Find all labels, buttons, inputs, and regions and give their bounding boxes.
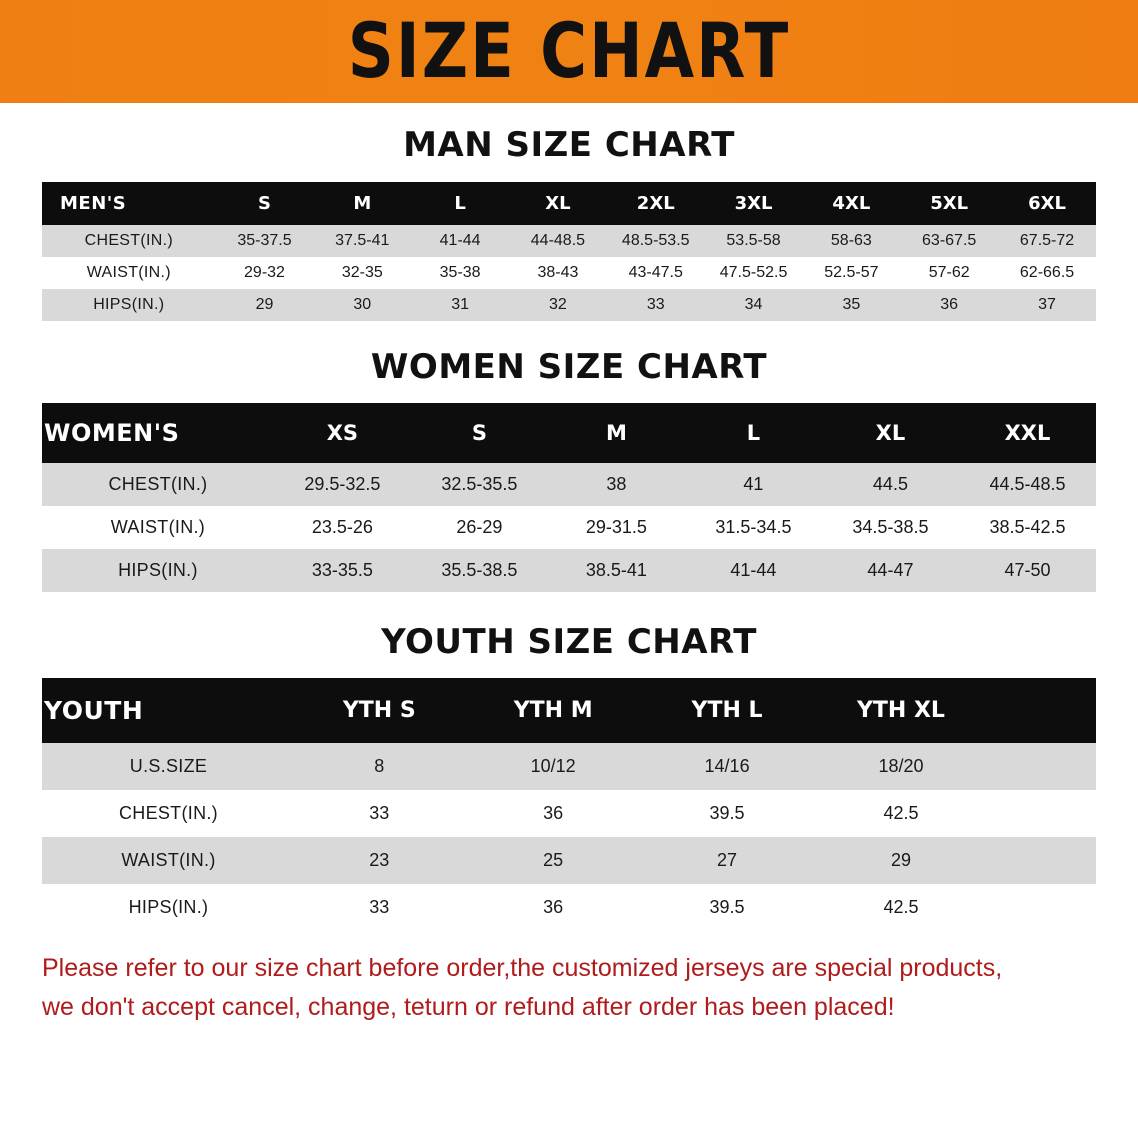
- men-header-l: L: [454, 193, 466, 214]
- table-row: [42, 884, 1096, 931]
- men-chest-l: 41-44: [439, 232, 481, 249]
- youth-row-label-chest: CHEST(IN.): [118, 803, 218, 823]
- men-chest-m: 37.5-41: [335, 232, 390, 249]
- men-chest-5xl: 63-67.5: [922, 232, 977, 249]
- youth-table-wrap: [0, 678, 1138, 931]
- youth-spacer-cell: [991, 884, 1096, 931]
- women-hips-m: 38.5-41: [585, 560, 647, 580]
- women-header-xxl: XXL: [1004, 421, 1051, 445]
- women-waist-s: 26-29: [456, 517, 503, 537]
- men-chest-s: 35-37.5: [237, 232, 292, 249]
- men-waist-l: 35-38: [439, 264, 481, 281]
- women-header-s: S: [471, 421, 487, 445]
- man-section-title: MAN SIZE CHART: [403, 125, 735, 165]
- men-chest-xl: 44-48.5: [530, 232, 586, 249]
- table-row: [42, 790, 1096, 837]
- youth-ussize-l: 14/16: [704, 756, 750, 776]
- women-waist-m: 29-31.5: [585, 517, 647, 537]
- youth-spacer-cell: [991, 743, 1096, 790]
- women-row-label-waist: WAIST(IN.): [110, 517, 206, 537]
- women-header-xl: XL: [875, 421, 906, 445]
- women-chest-xxl: 44.5-48.5: [989, 474, 1066, 494]
- page-header-banner: [0, 0, 1138, 103]
- men-header-s: S: [258, 193, 271, 214]
- youth-waist-xl: 29: [890, 850, 911, 870]
- women-chest-xs: 29.5-32.5: [304, 474, 381, 494]
- men-row-label-chest: CHEST(IN.): [84, 232, 173, 249]
- table-row: [42, 506, 1096, 549]
- youth-hips-s: 33: [369, 897, 390, 917]
- youth-section-title: YOUTH SIZE CHART: [381, 622, 757, 662]
- women-chest-s: 32.5-35.5: [441, 474, 518, 494]
- youth-row-label-hips: HIPS(IN.): [128, 897, 209, 917]
- men-hips-6xl: 37: [1038, 296, 1056, 313]
- youth-waist-s: 23: [369, 850, 390, 870]
- women-waist-xl: 34.5-38.5: [852, 517, 929, 537]
- men-header-6xl: 6XL: [1028, 193, 1066, 214]
- man-table-wrap: [0, 182, 1138, 321]
- women-waist-l: 31.5-34.5: [715, 517, 792, 537]
- men-hips-xl: 32: [549, 296, 567, 313]
- men-hips-4xl: 35: [842, 296, 861, 313]
- men-header-2xl: 2XL: [636, 193, 675, 214]
- men-chest-6xl: 67.5-72: [1019, 232, 1075, 249]
- page-title: SIZE CHART: [347, 7, 791, 96]
- youth-ussize-m: 10/12: [530, 756, 576, 776]
- men-waist-5xl: 57-62: [928, 264, 970, 281]
- men-waist-xl: 38-43: [537, 264, 579, 281]
- men-hips-3xl: 34: [744, 296, 763, 313]
- youth-header-yth-s: YTH S: [342, 698, 416, 723]
- men-chest-2xl: 48.5-53.5: [621, 232, 690, 249]
- women-header-l: L: [746, 421, 761, 445]
- youth-chest-m: 36: [543, 803, 564, 823]
- women-waist-xs: 23.5-26: [311, 517, 373, 537]
- men-waist-2xl: 43-47.5: [628, 264, 683, 281]
- youth-row-label-ussize: U.S.SIZE: [129, 756, 208, 776]
- women-size-table: [42, 403, 1096, 592]
- table-row: [42, 257, 1096, 289]
- youth-spacer-cell: [991, 790, 1096, 837]
- men-waist-m: 32-35: [341, 264, 383, 281]
- table-row: [42, 837, 1096, 884]
- youth-ussize-xl: 18/20: [878, 756, 924, 776]
- table-row: [42, 225, 1096, 257]
- men-waist-s: 29-32: [244, 264, 285, 281]
- youth-spacer-cell: [991, 837, 1096, 884]
- table-row: [42, 289, 1096, 321]
- youth-header-label: YOUTH: [44, 696, 144, 725]
- men-hips-m: 30: [353, 296, 372, 313]
- youth-hips-l: 39.5: [709, 897, 745, 917]
- table-row: [42, 549, 1096, 592]
- men-hips-l: 31: [451, 296, 469, 313]
- women-row-label-hips: HIPS(IN.): [118, 560, 198, 580]
- disclaimer-line-2: we don't accept cancel, change, teturn or refund after order has been placed!: [42, 992, 895, 1021]
- youth-chest-s: 33: [369, 803, 390, 823]
- youth-header-spacer: [991, 678, 1096, 743]
- table-header-row: [42, 678, 1096, 743]
- women-hips-l: 41-44: [730, 560, 777, 580]
- women-hips-xl: 44-47: [867, 560, 914, 580]
- men-waist-4xl: 52.5-57: [824, 264, 879, 281]
- men-chest-4xl: 58-63: [830, 232, 872, 249]
- men-header-xl: XL: [545, 193, 571, 214]
- women-hips-xxl: 47-50: [1004, 560, 1051, 580]
- women-header-m: M: [605, 421, 627, 445]
- women-header-label: WOMEN'S: [44, 419, 180, 447]
- disclaimer-note: [0, 931, 1138, 1027]
- women-chest-l: 41: [743, 474, 764, 494]
- table-row: [42, 463, 1096, 506]
- women-chest-xl: 44.5: [872, 474, 908, 494]
- men-hips-s: 29: [255, 296, 274, 313]
- women-section-title: WOMEN SIZE CHART: [370, 347, 768, 387]
- youth-header-yth-l: YTH L: [691, 698, 763, 723]
- youth-size-table: [42, 678, 1096, 931]
- youth-header-yth-xl: YTH XL: [856, 698, 945, 723]
- youth-row-label-waist: WAIST(IN.): [121, 850, 216, 870]
- youth-header-yth-m: YTH M: [513, 698, 593, 723]
- youth-hips-xl: 42.5: [883, 897, 919, 917]
- men-row-label-waist: WAIST(IN.): [86, 264, 171, 281]
- women-row-label-chest: CHEST(IN.): [108, 474, 208, 494]
- women-hips-s: 35.5-38.5: [441, 560, 518, 580]
- men-header-4xl: 4XL: [832, 193, 871, 214]
- men-hips-2xl: 33: [646, 296, 665, 313]
- women-chest-m: 38: [606, 474, 627, 494]
- men-size-table: [42, 182, 1096, 321]
- men-waist-3xl: 47.5-52.5: [719, 264, 788, 281]
- table-header-row: [42, 182, 1096, 225]
- table-row: [42, 743, 1096, 790]
- youth-hips-m: 36: [543, 897, 564, 917]
- men-header-3xl: 3XL: [734, 193, 773, 214]
- youth-waist-l: 27: [717, 850, 738, 870]
- youth-ussize-s: 8: [374, 756, 385, 776]
- youth-chest-xl: 42.5: [883, 803, 919, 823]
- table-header-row: [42, 403, 1096, 463]
- men-hips-5xl: 36: [940, 296, 959, 313]
- youth-chest-l: 39.5: [709, 803, 745, 823]
- women-hips-xs: 33-35.5: [311, 560, 373, 580]
- women-header-xs: XS: [326, 421, 359, 445]
- youth-waist-m: 25: [543, 850, 564, 870]
- men-waist-6xl: 62-66.5: [1019, 264, 1075, 281]
- men-header-5xl: 5XL: [930, 193, 969, 214]
- men-header-m: M: [353, 193, 372, 214]
- men-row-label-hips: HIPS(IN.): [93, 296, 165, 313]
- women-waist-xxl: 38.5-42.5: [989, 517, 1066, 537]
- men-header-label: MEN'S: [60, 193, 127, 214]
- women-table-wrap: [0, 403, 1138, 592]
- men-chest-3xl: 53.5-58: [726, 232, 781, 249]
- disclaimer-line-1: Please refer to our size chart before order,the customized jerseys are special products,: [42, 954, 1003, 982]
